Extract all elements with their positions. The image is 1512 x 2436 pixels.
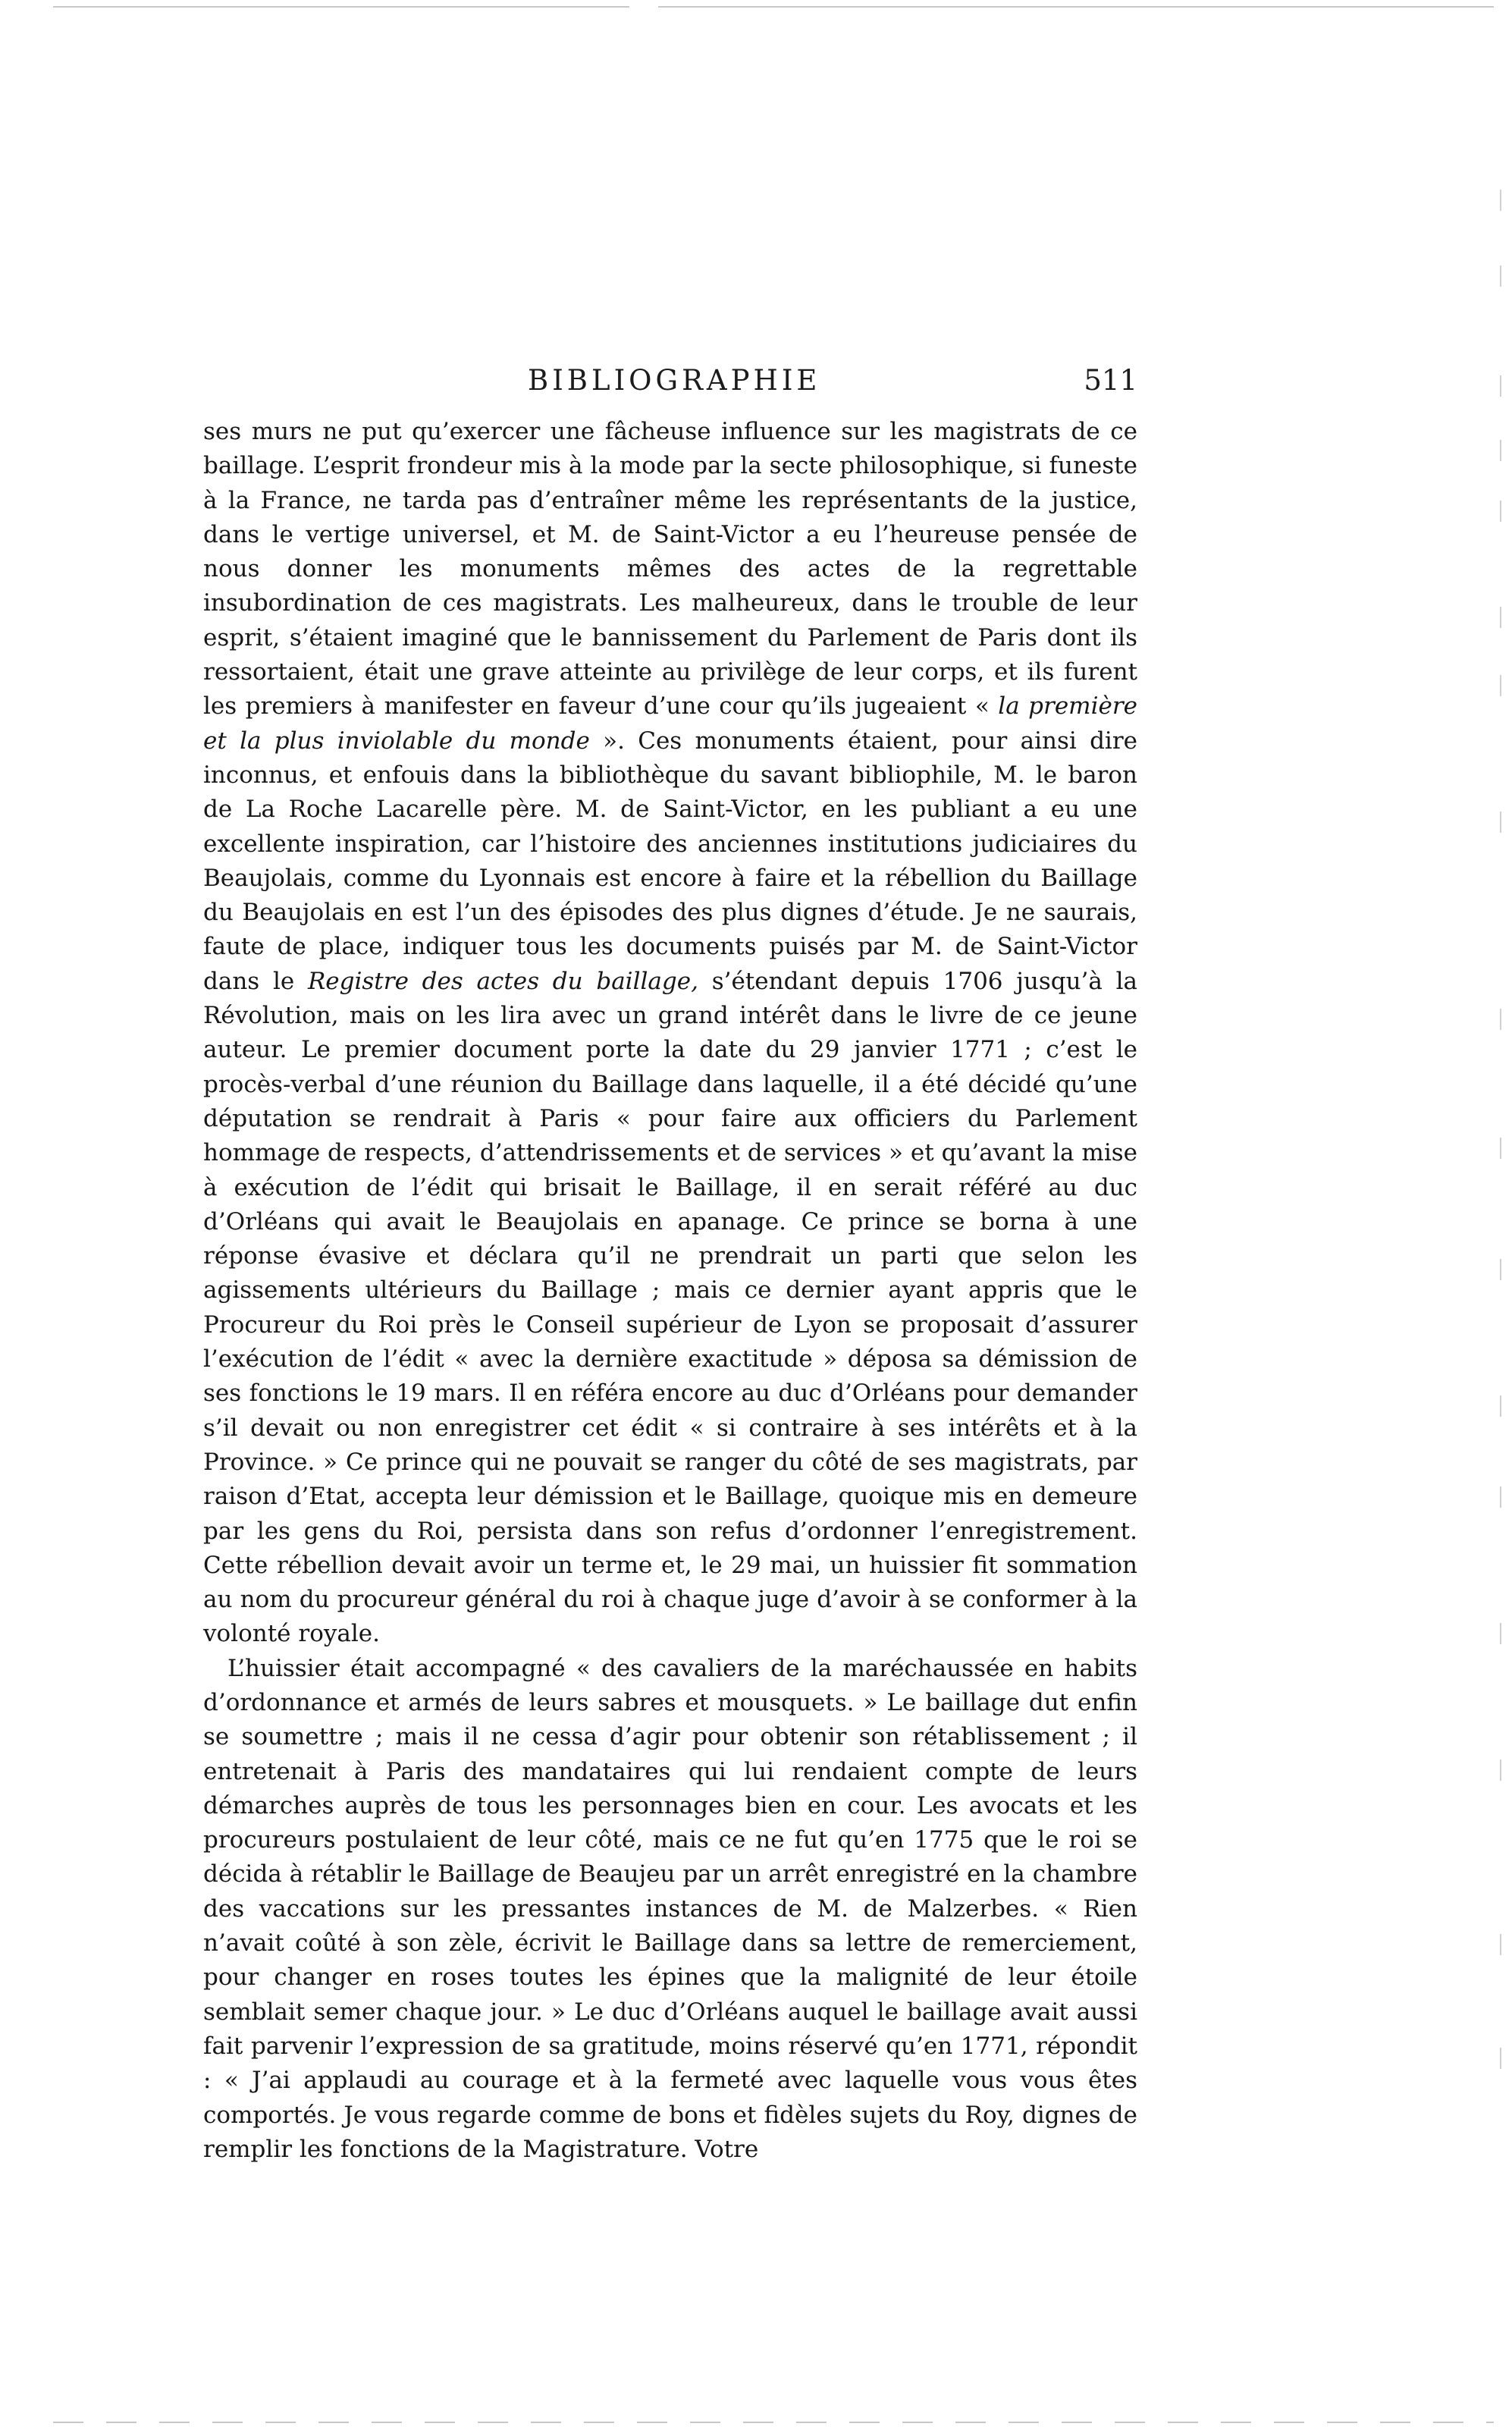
text-run: L’huissier était accompagné « des cavaliers de la maréchaussée en habits d’ordonnance et armés de leurs sabres et mousquets. » Le baillage dut enfin se soumettre ; mais il ne cessa d’agir pour obtenir son rétablissement ; il entretenait à Paris des mandataires qui lui rendaient compte de leurs démarches auprès de tous les personnages bien en cour. Les avocats et les procureurs postulaient de leur côté, mais ce ne fut qu’en 1775 que le roi se décida à rétablir le Baillage de Beaujeu par un arrêt enregistré en la chambre des vaccations sur les pressantes instances de M. de Malzerbes. « Rien n’avait coûté à son zèle, écrivit le Baillage dans sa lettre de remerciement, pour changer en roses toutes les épines que la malignité de leur étoile semblait semer chaque jour. » Le duc d’Orléans auquel le baillage avait aussi fait parvenir l’expression de sa gratitude, moins réservé qu’en 1771, répondit : « J’ai applaudi au courage et à la fermeté avec laquelle vous vous êtes comportés. Je vous regarde comme de bons et fidèles sujets du Roy, dignes de remplir les fonctions de la Magistrature. Votre (203, 1654, 1137, 2163)
text-run: ses murs ne put qu’exercer une fâcheuse influence sur les magistrats de ce baillage. L’esprit frondeur mis à la mode par la secte philosophique, si funeste à la France, ne tarda pas d’entraîner même les représentants de la justice, dans le vertige universel, et M. de Saint-Victor a eu l’heureuse pensée de nous donner les monuments mêmes des actes de la regrettable insubordination de ces magistrats. Les malheureux, dans le trouble de leur esprit, s’étaient imaginé que le bannissement du Parlement de Paris dont ils ressortaient, était une grave atteinte au privilège de leur corps, et ils furent les premiers à manifester en faveur d’une cour qu’ils jugeaient « (203, 418, 1137, 720)
italic-quote: la première et la plus inviolable du monde (203, 692, 1137, 755)
margin-mark (1500, 2048, 1501, 2069)
margin-mark (1500, 501, 1501, 522)
scan-bottom-edge (53, 2422, 1494, 2423)
page-header (203, 364, 1137, 410)
text-run: s’étendant depuis 1706 jusqu’à la Révolution, mais on les lira avec un grand intérêt dans le livre de ce jeune auteur. Le premier document porte la date du 29 janvier 1771 ; c’est le procès-verbal d’une réunion du Baillage dans laquelle, il a été décidé qu’une députation se rendrait à Paris « pour faire aux officiers du Parlement hommage de respects, d’attendrissements et de services » et qu’avant la mise à exécution de l’édit qui brisait le Baillage, il en serait référé au duc d’Orléans qui avait le Beaujolais en apanage. Ce prince se borna à une réponse évasive et déclara qu’il ne prendrait un parti que selon les agissements ultérieurs du Baillage ; mais ce dernier ayant appris que le Procureur du Roi près le Conseil supérieur de Lyon se proposait d’assurer l’exécution de l’édit « avec la dernière exactitude » déposa sa démission de ses fonctions le 19 mars. Il en référa encore au duc d’Orléans pour demander s’il devait ou non enregistrer cet édit « si contraire à ses intérêts et à la Province. » Ce prince qui ne pouvait se ranger du côté de ses magistrats, par raison d’Etat, accepta leur démission et le Baillage, quoique mis en demeure par les gens du Roi, persista dans son refus d’ordonner l’enregistrement. Cette rébellion devait avoir un terme et, le 29 mai, un huissier fit sommation au nom du procureur général du roi à chaque juge d’avoir à se conformer à la volonté royale. (203, 967, 1138, 1648)
text-run: ». Ces monuments étaient, pour ainsi dire inconnus, et enfouis dans la bibliothèque du savant bibliophile, M. le baron de La Roche Lacarelle père. M. de Saint-Victor, en les publiant a eu une excellente inspiration, car l’histoire des anciennes institutions judiciaires du Beaujolais, comme du Lyonnais est encore à faire et la rébellion du Baillage du Beaujolais en est l’un des épisodes des plus dignes d’étude. Je ne saurais, faute de place, indiquer tous les documents puisés par M. de Saint-Victor dans le (203, 727, 1137, 995)
scan-top-edge (53, 6, 1494, 8)
margin-mark (1500, 440, 1501, 461)
margin-mark (1500, 190, 1501, 211)
margin-mark (1500, 1395, 1501, 1417)
margin-mark (1500, 265, 1501, 287)
paragraph (203, 415, 1137, 1652)
margin-mark (1500, 1623, 1501, 1644)
margin-mark (1500, 1259, 1501, 1280)
margin-mark (1500, 1138, 1501, 1159)
margin-mark (1500, 1486, 1501, 1508)
margin-mark (1500, 607, 1501, 628)
page-number: 511 (1084, 364, 1137, 397)
margin-mark (1500, 1760, 1501, 1781)
paragraph (203, 1652, 1137, 2167)
body-text (203, 415, 1137, 2167)
margin-mark (1500, 811, 1501, 833)
scan-margin-marks (1489, 152, 1512, 2199)
italic-title: Registre des actes du baillage, (307, 967, 698, 995)
margin-mark (1500, 1009, 1501, 1030)
margin-mark (1500, 675, 1501, 696)
margin-mark (1500, 375, 1501, 397)
margin-mark (1500, 1934, 1501, 1955)
running-title: BIBLIOGRAPHIE (528, 364, 821, 397)
